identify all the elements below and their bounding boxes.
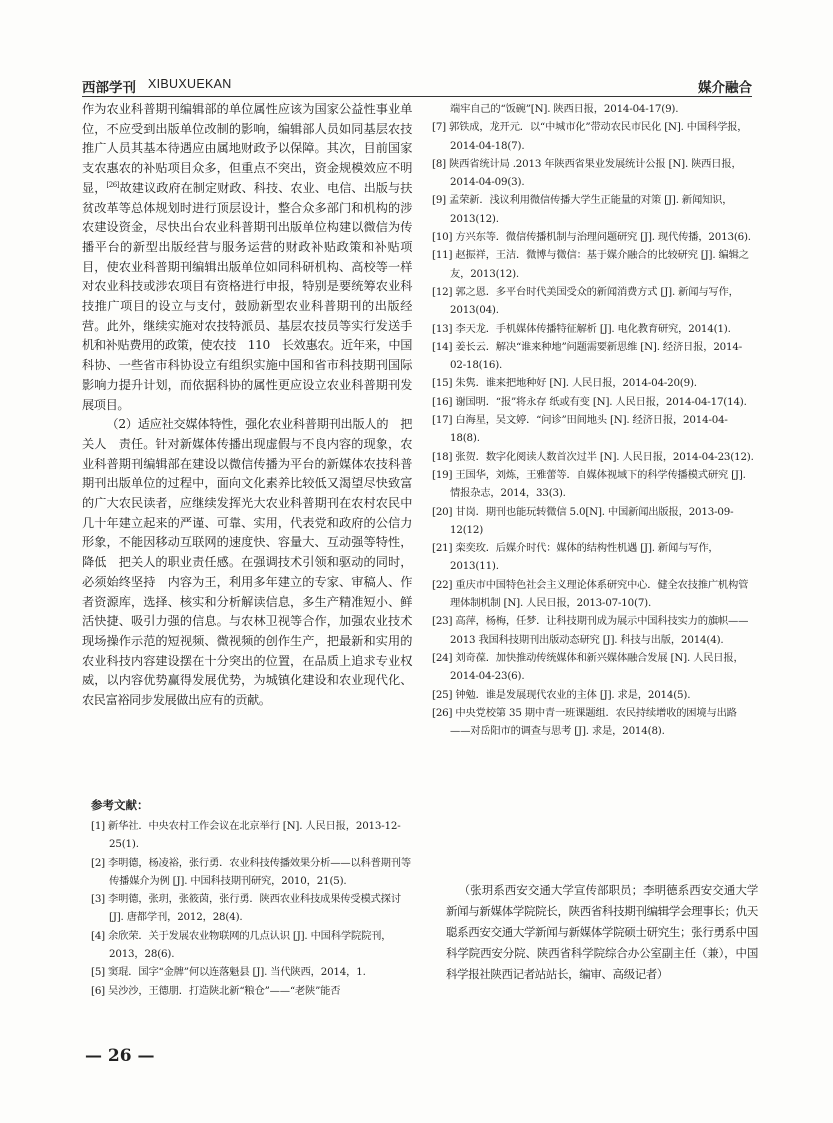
reference-item: [11] 赵振祥，王洁．微博与微信：基于媒介融合的比较研究 [J]. 编辑之友，2013(12). bbox=[432, 249, 749, 280]
reference-item: [14] 姜长云．解决“谁来种地”问题需要新思维 [N]. 经济日报，2014-02-18(16). bbox=[432, 340, 743, 372]
body-paragraph-1-part-b: 故建议政府在制定财政、科技、农业、电信、出版与扶贫改革等总体规划时进行顶层设计，整合众多部门和机构的涉农建设资金，尽快出台农业科普期刊出版单位构建以微信为传播平台的新型出版经营与服务运营的财政补贴政策和补贴项目，使农业科普期刊编辑出版单位如同科研机构、高校等一样对农业科技或涉农项目有资格进行申报，特别是要统筹农业科技推广项目的设立与支付，鼓励新型农业科普期刊的出版经营。此外，继续实施对农技特派员、基层农技员等实行发送手机和补贴费用的政策，使农技 110 长效惠农。近年来，中国科协、一些省市科协设立有组织实施中国和省市科技期刊国际影响力提升计划，而依据科协的属性更应设立农业科普期刊发展项目。 bbox=[82, 180, 412, 412]
body-paragraph-2: （2）适应社交媒体特性，强化农业科普期刊出版人的 把关人 责任。针对新媒体传播出现虚假与不良内容的现象，农业科普期刊编辑部在建设以微信传播为平台的新媒体农技科普期刊出版单位的过程中，面向文化素养比较低又渴望尽快致富的广大农民读者，应继续发挥光大农业科普期刊在农村农民中几十年建立起来的严谨、可靠、实用，代表党和政府的公信力形象，不能因移动互联网的速度快、容量大、互动强等特性，降低 把关人的职业责任感。在强调技术引领和驱动的同时，必须始终坚持 内容为王，利用多年建立的专家、审稿人、作者资源库，选择、核实和分析解读信息，多生产精准短小、鲜活快捷、吸引力强的信息。与农林卫视等合作，加强农业技术现场操作示范的短视频、微视频的创作生产，把最新和实用的农业科技内容建设摆在十分突出的位置，在品质上追求专业权威，以内容优势赢得发展优势，为城镇化建设和农业现代化、农民富裕同步发展做出应有的贡献。 bbox=[82, 417, 412, 708]
reference-item: [12] 郭之恩．多平台时代美国受众的新闻消费方式 [J]. 新闻与写作，2013(04). bbox=[432, 285, 739, 317]
journal-title-pinyin: XIBUXUEKAN bbox=[148, 77, 232, 91]
reference-item: [7] 郭铁成，龙开元．以“中城市化”带动农民市民化 [N]. 中国科学报，2014-04-18(7). bbox=[432, 121, 748, 152]
author-bio: （张玥系西安交通大学宣传部职员；李明德系西安交通大学新闻与新媒体学院院长，陕西省科技期刊编辑学会理事长；仇天聪系西安交通大学新闻与新媒体学院硕士研究生；张行勇系中国科学院西安分院、陕西省科学院综合办公室副主任（兼），中国科学报社陕西记者站站长，编审、高级记者） bbox=[446, 883, 758, 981]
reference-item: [1] 新华社．中央农村工作会议在北京举行 [N]. 人民日报，2013-12-25(1). bbox=[91, 820, 401, 851]
page-header bbox=[82, 76, 752, 97]
references-list-right bbox=[432, 100, 754, 740]
reference-item: [6] 吴沙沙，王德朋．打造陕北新“粮仓”——“老陕”能否 bbox=[91, 984, 341, 997]
left-column bbox=[82, 100, 412, 711]
reference-item: [3] 李明德，张玥，张筱茵，张行勇．陕西农业科技成果传受模式探讨 [J]. 唐都学刊，2012，28(4). bbox=[91, 893, 401, 924]
reference-item: [16] 谢国明．“报”将永存 纸或有变 [N]. 人民日报，2014-04-17(14). bbox=[432, 395, 747, 408]
reference-item: [10] 方兴东等．微信传播机制与治理问题研究 [J]. 现代传播，2013(6). bbox=[432, 231, 751, 244]
reference-item: [24] 刘奇葆．加快推动传统媒体和新兴媒体融合发展 [N]. 人民日报，2014-04-23(6). bbox=[432, 651, 744, 683]
reference-item: [21] 栾奕玫．后媒介时代：媒体的结构性机遇 [J]. 新闻与写作，2013(11). bbox=[432, 542, 719, 573]
reference-item: [25] 钟勉．谁是发展现代农业的主体 [J]. 求是，2014(5). bbox=[432, 688, 691, 701]
section-title: 媒介融合 bbox=[698, 80, 752, 96]
reference-item: [17] 白海星，吴文婷．“问诊”田间地头 [N]. 经济日报，2014-04-18(8). bbox=[432, 414, 728, 445]
references-heading: 参考文献： bbox=[91, 798, 149, 812]
journal-title: 西部学刊 bbox=[82, 80, 136, 96]
reference-item: [15] 朱隽．谁来把地种好 [N]. 人民日报，2014-04-20(9). bbox=[432, 377, 697, 390]
body-paragraph-1 bbox=[82, 100, 412, 415]
reference-item: [2] 李明德，杨凌裕，张行勇．农业科技传播效果分析——以科普期刊等传播媒介为例 [J]. 中国科技期刊研究，2010，21(5). bbox=[91, 856, 411, 887]
reference-item: [26] 中央党校第 35 期中青一班课题组．农民持续增收的困境与出路——对岳阳市的调查与思考 [J]. 求是，2014(8). bbox=[432, 706, 737, 738]
reference-item: [8] 陕西省统计局 .2013 年陕西省果业发展统计公报 [N]. 陕西日报，2014-04-09(3). bbox=[432, 157, 742, 189]
reference-item: [20] 甘岗．期刊也能玩转微信 5.0[N]. 中国新闻出版报，2013-09-12(12) bbox=[432, 505, 734, 536]
reference-item: [19] 王国华，刘炼，王雅蕾等．自媒体视域下的科学传播模式研究 [J]. 情报杂志，2014，33(3). bbox=[432, 468, 746, 500]
reference-item: [18] 张贺．数字化阅读人数首次过半 [N]. 人民日报，2014-04-23(12). bbox=[432, 450, 754, 463]
page-number: — 26 — bbox=[85, 1046, 155, 1066]
reference-item: [13] 李天龙．手机媒体传播特征解析 [J]. 电化教育研究，2014(1). bbox=[432, 322, 731, 335]
citation-26: [26] bbox=[106, 180, 120, 189]
reference-item: [4] 余欣荣．关于发展农业物联网的几点认识 [J]. 中国科学院院刊，2013，28(6). bbox=[91, 929, 392, 961]
reference-item: [23] 高萍，杨梅，任梦．让科技期刊成为展示中国科技实力的旗帜——2013 我国科技期刊出版动态研究 [J]. 科技与出版，2014(4). bbox=[432, 615, 749, 646]
reference-item-continued: 端牢自己的“饭碗”[N]. 陕西日报，2014-04-17(9). bbox=[450, 103, 679, 115]
reference-item: [22] 重庆市中国特色社会主义理论体系研究中心．健全农技推广机构管理体制机制 [N]. 人民日报，2013-07-10(7). bbox=[432, 578, 749, 610]
reference-item: [5] 窦琨．国字“金牌”何以连落魁县 [J]. 当代陕西，2014，1. bbox=[91, 966, 366, 979]
body-paragraph-1-part-a: 作为农业科普期刊编辑部的单位属性应该为国家公益性事业单位，不应受到出版单位改制的影响，编辑部人员如同基层农技推广人员其基本待遇应由属地财政予以保障。其次，目前国家支农惠农的补贴项目众多，但重点不突出，资金规模效应不明显， bbox=[82, 102, 412, 195]
references-list-left bbox=[91, 817, 413, 1000]
reference-item: [9] 孟荣新．浅议利用微信传播大学生正能量的对策 [J]. 新闻知识，2013(12). bbox=[432, 194, 733, 225]
